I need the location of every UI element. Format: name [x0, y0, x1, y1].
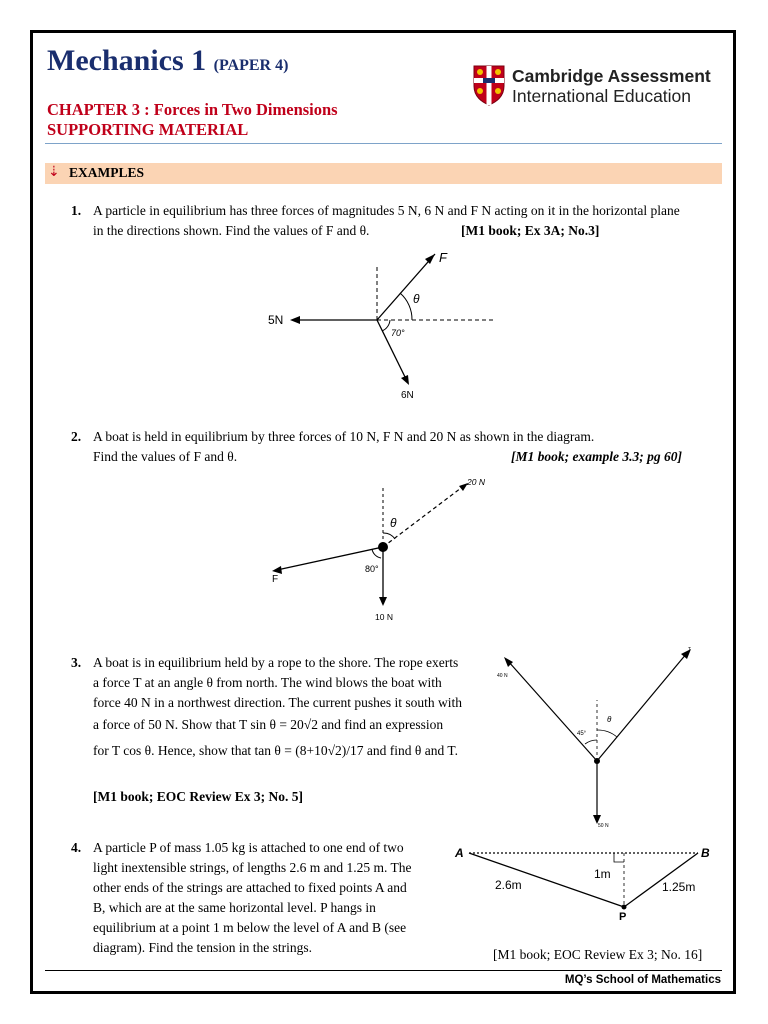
question-text-line: A particle in equilibrium has three forces of magnitudes 5 N, 6 N and F N acting on it in the horizontal plane	[93, 203, 680, 218]
question-text-line: equilibrium at a point 1 m below the level of A and B (see	[93, 920, 407, 935]
one-m-label: 1m	[594, 867, 611, 881]
string-diagram-4	[452, 838, 722, 928]
force-diagram-3	[495, 640, 705, 835]
examples-section-bar	[45, 163, 722, 184]
question-text-line: for T cos θ. Hence, show that tan θ = (8+10√2)/17 and find θ and T.	[93, 743, 458, 758]
five-n-label: 5N	[268, 313, 284, 327]
cambridge-logo-text	[512, 66, 711, 106]
question-text: Find the values of F and θ.	[93, 449, 238, 464]
angle-45-label: 45°	[577, 731, 587, 737]
question-text-line: A boat is held in equilibrium by three forces of 10 N, F N and 20 N as shown in the diagram.	[93, 429, 595, 444]
question-text-line: force 40 N in a northwest direction. The current pushes it south with	[93, 695, 463, 710]
question-number: 1.	[71, 203, 82, 218]
question-3	[71, 653, 483, 807]
question-2	[71, 427, 723, 467]
length-1-25m-label: 1.25m	[662, 880, 696, 894]
page-title	[47, 44, 288, 78]
t-label: T	[688, 647, 692, 653]
f-label: F	[272, 574, 279, 585]
book-reference-4: [M1 book; EOC Review Ex 3; No. 16]	[493, 947, 703, 962]
question-4	[71, 838, 433, 958]
header-divider	[45, 143, 722, 144]
question-text-line	[93, 221, 723, 241]
book-reference: [M1 book; Ex 3A; No.3]	[461, 223, 600, 238]
forty-n-label: 40 N	[497, 673, 508, 679]
question-text-line: A boat is in equilibrium held by a rope to the shore. The rope exerts	[93, 655, 459, 670]
twenty-n-label: 20 N	[467, 477, 485, 487]
angle-80-label: 80°	[365, 564, 379, 574]
question-text-line: A particle P of mass 1.05 kg is attached to one end of two	[93, 840, 404, 855]
book-reference: [M1 book; example 3.3; pg 60]	[511, 449, 682, 464]
question-text-line: light inextensible strings, of lengths 2.6 m and 1.25 m. The	[93, 860, 412, 875]
force-line-f	[377, 254, 435, 320]
p-label: P	[619, 911, 627, 923]
f-label: F	[439, 250, 447, 265]
force-diagram-2	[260, 475, 510, 625]
force-diagram-1	[260, 245, 510, 405]
question-text-line: diagram). Find the tension in the strings.	[93, 940, 312, 955]
cambridge-shield-icon	[472, 64, 506, 106]
question-1	[71, 201, 723, 241]
question-number: 4.	[71, 840, 82, 855]
question-text: in the directions shown. Find the values of F and θ.	[93, 223, 370, 238]
footer-divider	[45, 970, 722, 971]
examples-label: EXAMPLES	[69, 165, 145, 180]
title-text: Mechanics 1	[47, 44, 207, 77]
down-arrow-icon: ⇣	[48, 165, 60, 180]
force-line-40n	[508, 661, 597, 761]
angle-70-label: 70°	[391, 328, 405, 338]
six-n-label: 6N	[401, 390, 414, 401]
book-reference: [M1 book; EOC Review Ex 3; No. 5]	[93, 789, 303, 804]
theta-label: θ	[607, 715, 612, 724]
chapter-heading	[47, 100, 338, 140]
footer-text: MQ’s School of Mathematics	[564, 974, 721, 986]
ten-n-label: 10 N	[375, 612, 393, 622]
chapter-title: CHAPTER 3 : Forces in Two Dimensions	[47, 100, 338, 119]
paper-label: (PAPER 4)	[213, 57, 289, 74]
theta-label: θ	[390, 516, 397, 530]
logo-line-2: International Education	[512, 86, 692, 106]
question-text-line: other ends of the strings are attached to fixed points A and	[93, 880, 407, 895]
length-2-6m-label: 2.6m	[495, 878, 522, 892]
force-line-t	[597, 653, 687, 761]
boat-point	[378, 542, 388, 552]
supporting-material-label: SUPPORTING MATERIAL	[47, 120, 249, 139]
a-label: A	[455, 846, 464, 860]
question-text-line: B, which are at the same horizontal level. P hangs in	[93, 900, 376, 915]
question-text-line: a force of 50 N. Show that T sin θ = 20√2 and find an expression	[93, 717, 444, 732]
b-label: B	[701, 846, 710, 860]
logo-line-1: Cambridge Assessment	[512, 66, 711, 86]
question-number: 2.	[71, 429, 82, 444]
question-number: 3.	[71, 655, 82, 670]
theta-label: θ	[413, 292, 420, 306]
fifty-n-label: 50 N	[598, 823, 609, 829]
question-text-line: a force T at an angle θ from north. The wind blows the boat with	[93, 675, 442, 690]
question-text-line	[93, 447, 723, 467]
